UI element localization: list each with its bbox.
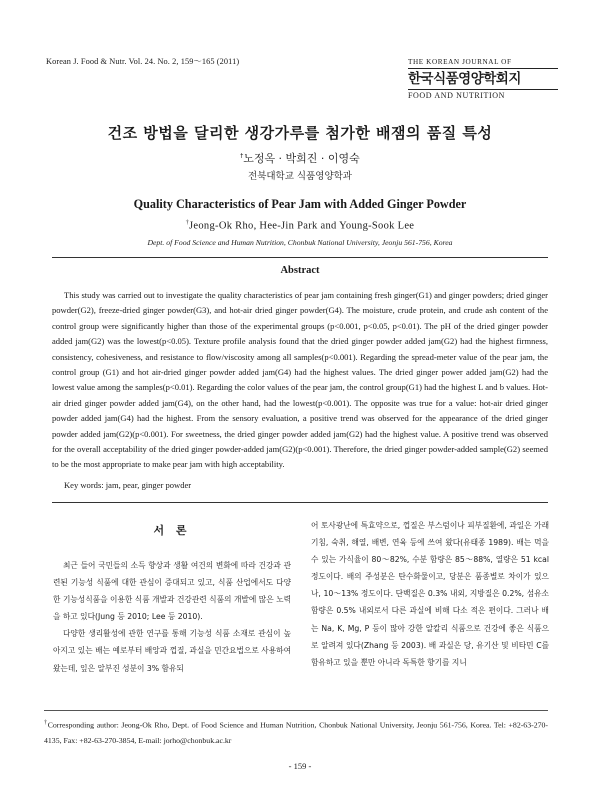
korean-authors-text: 노정옥 · 박희진 · 이영숙 bbox=[243, 152, 360, 165]
journal-logo bbox=[408, 58, 558, 100]
corresponding-author-footnote: †Corresponding author: Jeong-Ok Rho, Dept. of Food Science and Human Nutrition, Chonbuk National University, Jeonju 561-756, Korea. Tel: +82-63-270-4135, Fax: +82-63-270-3854, E-mail: jorho@chonbuk.ac.kr bbox=[44, 720, 548, 746]
abstract-text: This study was carried out to investigate the quality characteristics of pear jam containing fresh ginger(G1) and ginger powders; dried ginger powder(G2), freeze-dried ginger powder(G3), and hot-air dried ginger powder(G4). The moisture, crude protein, and crude ash content of the control group were significantly higher than those of the experimental groups (p<0.001, p<0.05, p<0.01). The pH of the dried ginger powder added jam(G2) was the lowest(p<0.05). Texture profile analysis found that the dried ginger powder added jam(G2) had the highest firmness, consistency, cohesiveness, and resistance to flow/viscosity among all samples(p<0.001). Regarding the spread-meter value of the pear jam, the control group (G1) and hot air-dried ginger powder added jam(G4) had the highest values. The dried ginger power added jam(G2) had the lowest value among the samples(p<0.01). Regarding the color values of the pear jam, the control group(G1) had the highest L and b values. Hot-air dried ginger powder added jam(G4), on the other hand, had the lowest(p<0.001). The opposite was true for a value: hot-air dried ginger powder added jam(G4) had the highest. From the sensory evaluation, a positive trend was observed for the appearance of the dried ginger powder added jam(G2)(p<0.001). For sweetness, the dried ginger powder added jam(G2) had the highest value. A positive trend was observed for the overall acceptability of the dried ginger powder-added jam(G2)(p<0.001). Therefore, the dried ginger powder-added sample(G2) seemed to be the most appropriate to make pear jam with high acceptability. bbox=[52, 290, 548, 470]
intro-paragraph-1: 최근 들어 국민들의 소득 향상과 생활 여건의 변화에 따라 건강과 관련된 기능성 식품에 대한 관심이 증대되고 있고, 식품 산업에서도 다양한 기능성식품을 이용한 식품 개발과 건강관련 식품의 개발에 많은 노력을 하고 있다(Jung 등 2010; Lee 등 2010). bbox=[53, 561, 291, 622]
footnote-text: Corresponding author: Jeong-Ok Rho, Dept. of Food Science and Human Nutrition, Chonbuk National University, Jeonju 561-756, Korea. Tel: +82-63-270-4135, Fax: +82-63-270-3854, E-mail: jorho@chonbuk.ac.kr bbox=[44, 720, 548, 746]
korean-authors: †노정옥 · 박희진 · 이영숙 bbox=[240, 152, 360, 165]
journal-citation: Korean J. Food & Nutr. Vol. 24. No. 2, 159～165 (2011) bbox=[46, 57, 240, 66]
abstract-bottom-rule bbox=[52, 502, 548, 503]
abstract-heading: Abstract bbox=[280, 265, 320, 276]
journal-name-korean: 한국식품영양학회지 bbox=[408, 71, 521, 87]
intro-paragraph-2: 다양한 생리활성에 관한 연구를 통해 기능성 식품 소재로 관심이 높아지고 있는 배는 예로부터 배앙과 껍질, 과실을 민간요법으로 사용하여 왔는데, 잎은 알부진 성분이 3% 함유되 bbox=[53, 629, 291, 673]
section-heading-introduction: 서 론 bbox=[153, 524, 191, 537]
korean-affiliation: 전북대학교 식품영양학과 bbox=[248, 171, 352, 182]
page-number: - 159 - bbox=[288, 761, 312, 771]
english-affiliation: Dept. of Food Science and Human Nutrition, Chonbuk National University, Jeonju 561-756, Korea bbox=[147, 238, 453, 247]
footnote-rule bbox=[44, 710, 548, 711]
english-title: Quality Characteristics of Pear Jam with Added Ginger Powder bbox=[133, 197, 467, 211]
left-column bbox=[53, 557, 291, 677]
right-column bbox=[311, 517, 549, 671]
korean-title: 건조 방법을 달리한 생강가루를 첨가한 배잼의 품질 특성 bbox=[107, 124, 493, 142]
intro-paragraph-continued: 어 토사광난에 특효약으로, 껍질은 부스럼이나 피부질환에, 과일은 가래기침, 숙취, 해열, 배변, 연육 등에 쓰여 왔다(유태종 1989). 배는 먹을 수 있는 가식율이 80～82%, 수분 함량은 85～88%, 열량은 51 kcal 정도이다. 배의 주성분은 탄수화물이고, 당분은 품종별로 차이가 있으나, 10～13% 정도이다. 단백질은 0.3% 내외, 지방질은 0.2%, 섬유소 함량은 0.5% 내외로서 다른 과실에 비해 다소 적은 편이다. 그러나 배는 Na, K, Mg, P 등이 많아 강한 알칼리 식품으로 건강에 좋은 식품으로 알려져 있다(Zhang 등 2003). 배 과실은 당, 유기산 및 비타민 C를 함유하고 있을 뿐만 아니라 독특한 향기를 지니 bbox=[311, 521, 549, 667]
english-authors-text: Jeong-Ok Rho, Hee-Jin Park and Young-Sook Lee bbox=[189, 220, 415, 232]
journal-name-bottom: FOOD AND NUTRITION bbox=[408, 89, 558, 100]
journal-name-top: THE KOREAN JOURNAL OF bbox=[408, 58, 558, 69]
keywords: Key words: jam, pear, ginger powder bbox=[64, 480, 192, 490]
abstract-top-rule bbox=[52, 257, 548, 258]
english-authors: †Jeong-Ok Rho, Hee-Jin Park and Young-Sook Lee bbox=[185, 220, 415, 232]
